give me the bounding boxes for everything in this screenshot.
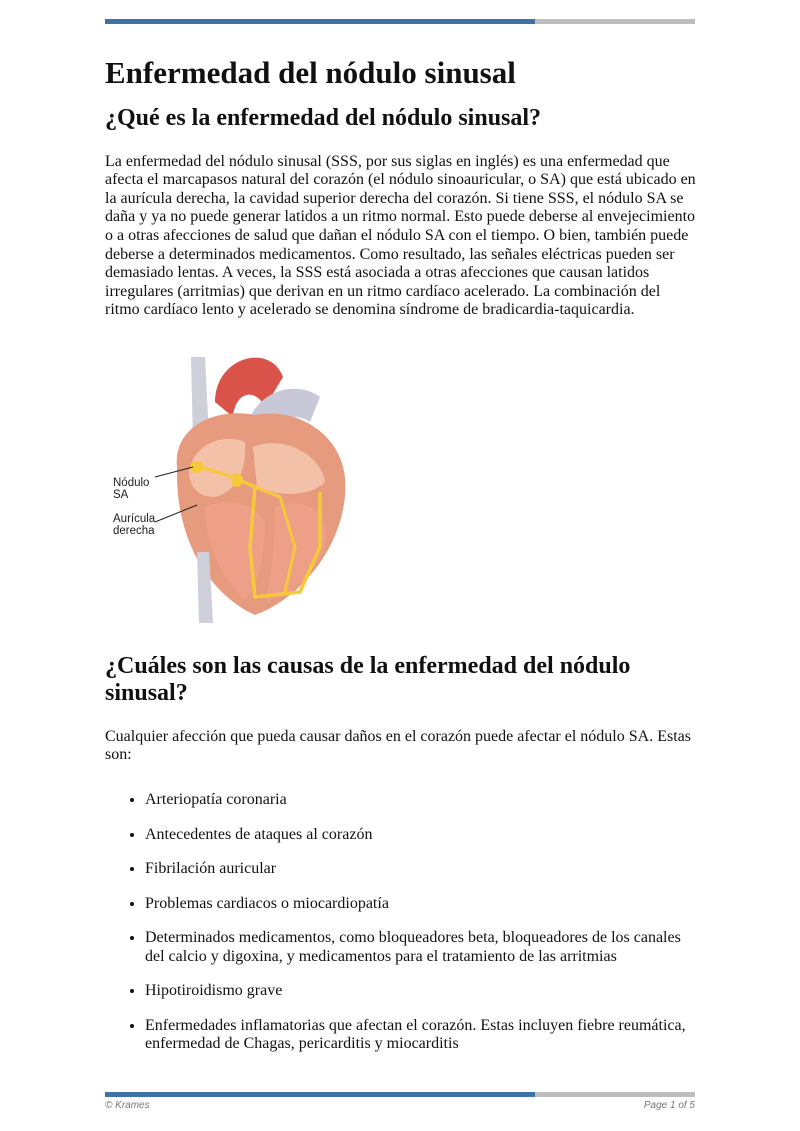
list-item: • Enfermedades inflamatorias que afectan el corazón. Estas incluyen fiebre reumática, enfermedad de Chagas, pericarditis y miocarditis — [145, 1017, 697, 1054]
label-sa-node — [113, 477, 149, 502]
section1-paragraph: La enfermedad del nódulo sinusal (SSS, por sus siglas en inglés) es una enfermedad que afecta el marcapasos natural del corazón (el nódulo sinoauricular, o SA) que está ubicado en la aurícula derecha, la cavidad superior derecha del corazón. Si tiene SSS, el nódulo SA se daña y ya no puede generar latidos a un ritmo normal. Esto puede deberse al envejecimiento o a otras afecciones de salud que dañan el nódulo SA con el tiempo. O bien, también puede deberse a determinados medicamentos. Como resultado, las señales eléctricas pueden ser demasiado lentas. A veces, la SSS está asociada a otras afecciones que causan latidos irregulares (arritmias) que derivan en un ritmo cardíaco acelerado. La combinación del ritmo cardíaco lento y acelerado se denomina síndrome de bradicardia-taquicardia. — [105, 152, 696, 319]
list-item: • Fibrilación auricular — [145, 860, 697, 879]
list-item: • Antecedentes de ataques al corazón — [145, 826, 697, 845]
list-item: • Hipotiroidismo grave — [145, 982, 697, 1001]
header-rule-accent — [105, 19, 535, 24]
heart-illustration — [105, 347, 365, 623]
section2-heading: ¿Cuáles son las causas de la enfermedad del nódulo sinusal? — [105, 652, 631, 707]
section2-intro: Cualquier afección que pueda causar daños en el corazón puede afectar el nódulo SA. Estas son: — [105, 727, 691, 764]
label-sa-node-line2: SA — [113, 489, 129, 502]
causes-list — [105, 791, 697, 1054]
label-right-atrium — [113, 513, 155, 538]
footer-copyright: © Krames — [105, 1100, 150, 1111]
footer-page-number: Page 1 of 5 — [643, 1100, 695, 1111]
section1-heading: ¿Qué es la enfermedad del nódulo sinusal? — [105, 105, 542, 132]
list-item: • Problemas cardiacos o miocardiopatía — [145, 895, 697, 914]
footer-rule — [105, 1092, 695, 1097]
list-item: • Arteriopatía coronaria — [145, 791, 697, 810]
header-rule-secondary — [535, 19, 695, 24]
footer-rule-secondary — [535, 1092, 695, 1097]
page-title: Enfermedad del nódulo sinusal — [105, 55, 516, 90]
list-item: • Determinados medicamentos, como bloqueadores beta, bloqueadores de los canales del calcio y digoxina, y medicamentos para el tratamiento de las arritmias — [145, 929, 697, 966]
document-body — [105, 54, 697, 1070]
header-rule — [105, 19, 695, 24]
label-right-atrium-line1: Aurícula — [113, 512, 156, 525]
footer-rule-accent — [105, 1092, 535, 1097]
label-sa-node-line1: Nódulo — [113, 476, 150, 489]
label-right-atrium-line2: derecha — [113, 525, 155, 538]
